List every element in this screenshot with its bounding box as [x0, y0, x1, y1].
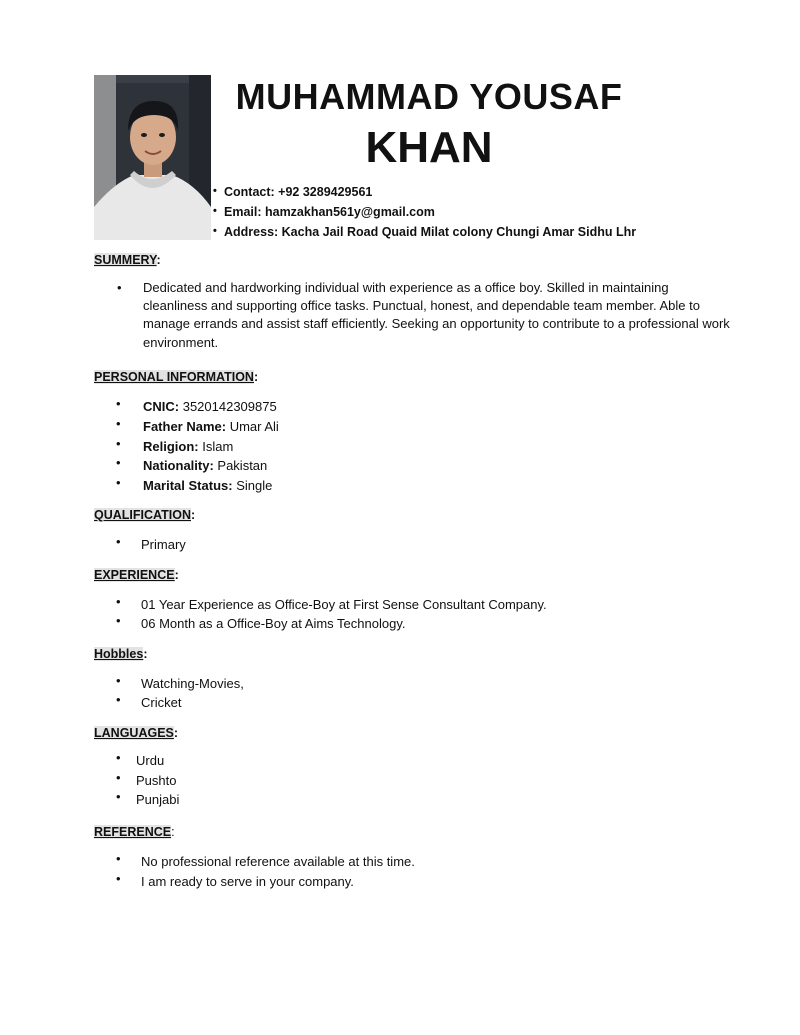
- bullet: •: [116, 613, 121, 628]
- bullet: •: [116, 750, 121, 765]
- bullet: •: [116, 475, 121, 490]
- hobbies-heading-text: Hobbles: [94, 647, 144, 661]
- bullet: •: [116, 789, 121, 804]
- bullet: •: [116, 692, 121, 707]
- experience-heading-colon: :: [174, 568, 179, 582]
- summary-heading: [94, 252, 161, 268]
- summary-heading-text: SUMMERY: [94, 253, 157, 267]
- marital-status-value: Single: [232, 478, 273, 493]
- contact-email: [213, 203, 435, 220]
- summary-heading-colon: :: [156, 253, 161, 267]
- hobby-item: Cricket: [141, 695, 182, 710]
- contact-address: [213, 223, 636, 240]
- qualification-heading: [94, 507, 195, 523]
- father-name-label: Father Name:: [143, 419, 227, 434]
- experience-item: 06 Month as a Office-Boy at Aims Technology.: [141, 616, 406, 631]
- hobby-item: Watching-Movies,: [141, 676, 244, 691]
- bullet: •: [116, 455, 121, 470]
- name-line-2: KHAN: [365, 123, 493, 172]
- summary-text: Dedicated and hardworking individual with experience as a office boy. Skilled in maintaining cleanliness and supporting office tasks. Punctual, honest, and dependable team member. Able to manage errands and assist staff efficiently. Seeking an opportunity to contribute to a professional work environment.: [143, 280, 730, 350]
- languages-heading: [94, 725, 178, 741]
- bullet: •: [116, 534, 121, 549]
- experience-heading: [94, 567, 179, 583]
- bullet: •: [116, 770, 121, 785]
- reference-item: I am ready to serve in your company.: [141, 874, 354, 889]
- nationality-value: Pakistan: [213, 458, 268, 473]
- qualification-heading-colon: :: [190, 508, 196, 522]
- bullet: •: [116, 436, 121, 451]
- qualification-item: Primary: [141, 537, 186, 552]
- reference-heading-text: REFERENCE: [94, 825, 172, 839]
- bullet: •: [116, 673, 121, 688]
- contact-phone-text: Contact: +92 3289429561: [224, 185, 373, 199]
- religion-value: Islam: [198, 439, 234, 454]
- reference-heading: [94, 824, 175, 840]
- languages-heading-text: LANGUAGES: [94, 726, 174, 740]
- bullet: •: [213, 225, 217, 237]
- cnic-label: CNIC:: [143, 399, 180, 414]
- father-name-value: Umar Ali: [226, 419, 279, 434]
- qualification-heading-text: QUALIFICATION: [94, 508, 191, 522]
- bullet: •: [116, 594, 121, 609]
- profile-photo: [94, 75, 211, 240]
- bullet: •: [213, 205, 217, 217]
- reference-heading-colon: :: [171, 825, 175, 839]
- bullet: •: [117, 280, 122, 295]
- contact-address-text: Address: Kacha Jail Road Quaid Milat colony Chungi Amar Sidhu Lhr: [224, 225, 637, 239]
- languages-heading-colon: :: [173, 726, 179, 740]
- religion-label: Religion:: [143, 439, 199, 454]
- contact-phone: [213, 183, 372, 200]
- language-item: Urdu: [136, 753, 165, 768]
- name-line-1: MUHAMMAD YOUSAF: [235, 76, 623, 117]
- bullet: •: [116, 871, 121, 886]
- contact-email-text: Email: hamzakhan561y@gmail.com: [224, 205, 435, 219]
- personal-heading-colon: :: [253, 370, 259, 384]
- personal-heading: [94, 369, 258, 385]
- bullet: •: [213, 185, 217, 197]
- marital-status-label: Marital Status:: [143, 478, 233, 493]
- hobbies-heading: [94, 646, 147, 662]
- nationality-label: Nationality:: [143, 458, 214, 473]
- language-item: Pushto: [136, 773, 177, 788]
- reference-item: No professional reference available at this time.: [141, 854, 415, 869]
- hobbies-heading-colon: :: [143, 647, 148, 661]
- experience-heading-text: EXPERIENCE: [94, 568, 175, 582]
- bullet: •: [116, 396, 121, 411]
- cnic-value: 3520142309875: [179, 399, 277, 414]
- bullet: •: [116, 416, 121, 431]
- language-item: Punjabi: [136, 792, 180, 807]
- personal-heading-text: PERSONAL INFORMATION: [94, 370, 254, 384]
- experience-item: 01 Year Experience as Office-Boy at First Sense Consultant Company.: [141, 597, 547, 612]
- bullet: •: [116, 851, 121, 866]
